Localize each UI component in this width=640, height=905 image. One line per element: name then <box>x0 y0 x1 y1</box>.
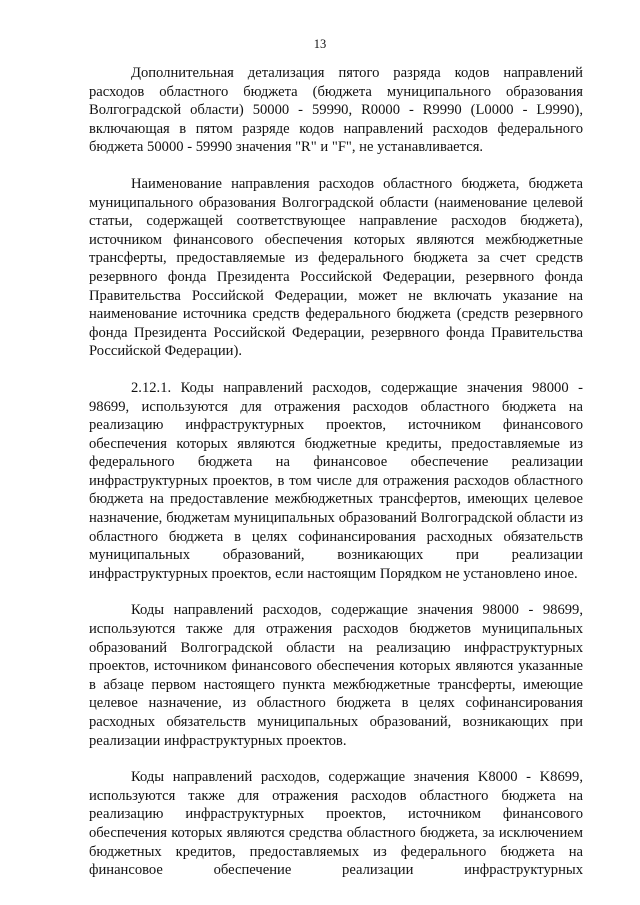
paragraph-municipal-codes: Коды направлений расходов, содержащие значения 98000 - 98699, используются также для отражения расходов бюджетов муниципальных образований Волгоградской области на реализацию инфраструктурных проектов, источником финансового обеспечения которых являются указанные в абзаце первом настоящего пункта межбюджетные трансферты, имеющие целевое назначение, из областного бюджета в целях софинансирования расходных обязательств муниципальных образований, возникающих при реализации инфраструктурных проектов. <box>89 602 583 749</box>
paragraph-2-12-1: 2.12.1. Коды направлений расходов, содержащие значения 98000 - 98699, используются для отражения расходов областного бюджета на реализацию инфраструктурных проектов, источником финансового обеспечения которых являются бюджетные кредиты, предоставляемые из федерального бюджета на финансовое обеспечение реализации инфраструктурных проектов, в том числе для отражения расходов областного бюджета на предоставление межбюджетных трансфертов, имеющих целевое назначение, бюджетам муниципальных образований Волгоградской области из областного бюджета в целях софинансирования расходных обязательств муниципальных образований, возникающих при реализации инфраструктурных проектов, если настоящим Порядком не установлено иное. <box>89 379 583 582</box>
paragraph-naming: Наименование направления расходов областного бюджета, бюджета муниципального образования Волгоградской области (наименование целевой статьи, содержащей соответствующее направление расходов бюджета), источником финансового обеспечения которых являются межбюджетные трансферты, предоставляемые из федерального бюджета за счет средств резервного фонда Президента Российской Федерации, резервного фонда Правительства Российской Федерации, может не включать указание на наименование источника средств федерального бюджета (средств резервного фонда Президента Российской Федерации, резервного фонда Правительства Российской Федерации). <box>89 175 583 360</box>
page-number: 13 <box>313 37 327 51</box>
paragraph-k-codes: Коды направлений расходов, содержащие значения K8000 - K8699, используются также для отражения расходов областного бюджета на реализацию инфраструктурных проектов, источником финансового обеспечения которых являются средства областного бюджета, за исключением бюджетных кредитов, предоставляемых из федерального бюджета на финансовое обеспечение реализации инфраструктурных <box>89 769 583 879</box>
paragraph-detalization: Дополнительная детализация пятого разряда кодов направлений расходов областного бюджета (бюджета муниципального образования Волгоградской области) 50000 - 59990, R0000 - R9990 (L0000 - L9990), включающая в пятом разряде кодов направлений расходов федерального бюджета 50000 - 59990 значения "R" и "F", не устанавливается. <box>89 65 583 156</box>
document-body <box>89 64 583 880</box>
